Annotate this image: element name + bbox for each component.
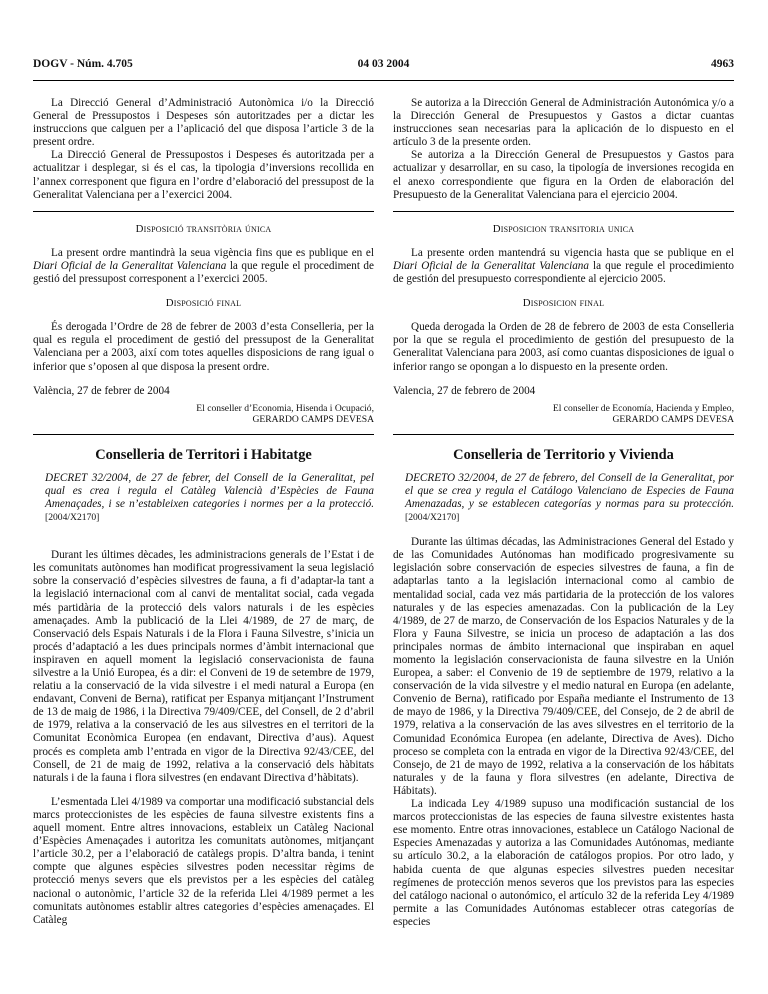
paragraph: És derogada l’Ordre de 28 de febrer de 2003 d’esta Conselleria, per la qual es regula el procediment de gestió del pressupost de la Generalitat Valenciana per a 2003, així com totes aquelles disposicions de rang igual o inferior que s’oposen al que disposa la present ordre.	[33, 321, 374, 373]
section-heading: Disposicion final	[522, 297, 605, 310]
paragraph: La presente orden mantendrá su vigencia hasta que se publique en el Diari Oficial de la Generalitat Valenciana la que regule el procedimiento de gestión del presupuesto correspondiente al ejercicio 2005.	[393, 246, 734, 286]
place-date: Valencia, 27 de febrero de 2004	[393, 384, 536, 397]
journal-number: DOGV - Núm. 4.705	[33, 58, 133, 70]
section-heading: Disposició transitòria única	[135, 222, 272, 235]
paragraph: Durante las últimas décadas, las Administraciones General del Estado y de las Comunidades Autónomas han modificado progresivamente su legislación sobre conservación de especies silvestres de fauna, a fin de adaptarlas tanto a la legislación internacional como al cambio de mentalidad social, cada vez más partidaria de la protección de los valores naturales y de las especies amenazadas. Con la publicación de la Ley 4/1989, de 27 de marzo, de Conservación de los Espacios Naturales y de la Flora y Fauna Silvestre, se inicia un proceso de adaptación a las dos principales normas de ámbito internacional que inspiraban en aquel momento la legislación conservacionista de fauna silvestre en la Unión Europea, a saber: el Convenio de 19 de septiembre de 1979, relativo a la conservación de la vida silvestre y el medio natural en Europa (en adelante, Convenio de Berna), ratificado por España mediante el Instrumento de 13 de mayo de 1986, y la Directiva 79/409/CEE, del Consejo, de 2 de abril de 1979, relativa a la conservación de las aves silvestres en el territorio de la Comunidad Económica Europea (en adelante, Directiva de Aves). Dicho proceso se completa con la entrada en vigor de la Directiva 92/43/CEE, del Consejo, de 21 de mayo de 1992, relativa a la conservación de los hábitats naturales y de la fauna y flora silvestres (en adelante, Directiva de Hábitats).	[393, 536, 734, 797]
paragraph: La indicada Ley 4/1989 supuso una modificación sustancial de los marcos proteccionistas de las especies de fauna silvestre existentes hasta ese momento. Entre otras innovaciones, establece un Catálogo Nacional de Especies Amenazadas y autoriza a las Comunidades Autónomas, mediante su artículo 30.2, a la elaboración de catálogos propios. Por otro lado, y habida cuenta de que algunas especies silvestres pueden necesitar regímenes de protección menos severos que los previstos para las especies del catálogo nacional o autonómico, el artículo 32 de la referida Ley 4/1989 permite a las Comunidades Autónomas establecer otras categorías de especies	[393, 798, 734, 928]
paragraph: Se autoriza a la Dirección General de Administración Autonómica y/o a la Dirección General de Presupuestos y Gastos a dictar cuantas instrucciones sean necesarias para la aplicación de lo dispuesto en el artículo 3 de la presente orden.	[393, 97, 734, 149]
page-number: 4963	[711, 58, 734, 70]
decree-title: DECRETO 32/2004, de 27 de febrero, del Consell de la Generalitat, por el que se crea y regula el Catálogo Valenciano de Especies de Fauna Amenazadas, y se establecen categorías y normas para su protección. [2004/X2170]	[405, 471, 734, 524]
paragraph: La Direcció General d’Administració Autonòmica i/o la Direcció General de Pressupostos i Despeses són autoritzades per a dictar les instruccions que calguen per a l’aplicació del que disposa l’article 3 de la present ordre.	[33, 97, 374, 149]
decree-title: DECRET 32/2004, de 27 de febrer, del Consell de la Generalitat, pel qual es crea i regula el Catàleg Valencià d’Espècies de Fauna Amenaçades, i se n’estableixen categories i normes per a la protecció. [2004/X2170]	[45, 471, 374, 524]
issue-date: 04 03 2004	[357, 58, 410, 70]
department-title: Conselleria de Territorio y Vivienda	[453, 446, 674, 463]
department-title: Conselleria de Territori i Habitatge	[95, 446, 312, 463]
paragraph: Queda derogada la Orden de 28 de febrero de 2003 de esta Conselleria por la que se regula el procedimiento de gestión del presupuesto de la Generalitat Valenciana para 2003, así como cuantas disposiciones de igual o inferior rango se opongan a lo dispuesto en la presente orden.	[393, 321, 734, 373]
header-rule	[33, 80, 734, 81]
paragraph: La Direcció General de Pressupostos i Despeses és autoritzada per a actualitzar i desplegar, si és el cas, la tipologia d’inversions recollida en l’annex corresponent que figura en l’ordre d’elaboració del pressupost de la Generalitat Valenciana per a l’exercici 2004.	[33, 149, 374, 201]
section-heading: Disposicion transitoria unica	[492, 222, 635, 235]
reference-code: [2004/X2170]	[405, 512, 460, 524]
paragraph: L’esmentada Llei 4/1989 va comportar una modificació substancial dels marcs proteccionistes de les espècies de fauna silvestre existents fins a aquell moment. Entre altres innovacions, estableix un Catàleg Nacional d’Espècies Amenaçades i autoritza les comunitats autònomes, mitjançant l’article 30.2, per a l’elaboració de catàlegs propis. D’altra banda, i tenint compte que algunes espècies silvestres poden necessitar règims de protecció menys severs que els previstos per a les espècies del catàleg nacional o autonòmic, l’article 32 de la referida Llei 4/1989 permet a les comunitats autònomes establir altres categories d’espècies amenaçades. El Catàleg	[33, 795, 374, 926]
reference-code: [2004/X2170]	[45, 512, 100, 524]
column-spanish	[393, 97, 734, 929]
place-date: València, 27 de febrer de 2004	[33, 384, 170, 397]
paragraph: La present ordre mantindrà la seua vigència fins que es publique en el Diari Oficial de la Generalitat Valenciana la que regule el procediment de gestió del pressupost corresponent a l’exercici 2005.	[33, 246, 374, 286]
page-header	[33, 58, 734, 76]
paragraph: Se autoriza a la Dirección General de Presupuestos y Gastos para actualizar y desarrollar, en su caso, la tipología de inversiones recogida en el anexo correspondiente que figura en la Orden de elaboración del Presupuesto de la Generalitat Valenciana para el ejercicio 2004.	[393, 149, 734, 201]
signatory-name: GERARDO CAMPS DEVESA	[612, 414, 734, 426]
section-heading: Disposició final	[165, 297, 242, 310]
signatory-name: GERARDO CAMPS DEVESA	[252, 414, 374, 426]
column-valencian	[33, 97, 374, 927]
signatory-title: El conseller de Economía, Hacienda y Empleo,	[552, 402, 734, 414]
paragraph: Durant les últimes dècades, les administracions generals de l’Estat i de les comunitats autònomes han modificat progressivament la seua legislació sobre la conservació d’espècies silvestres de fauna, a fi d’adaptar-la tant a la legislació internacional com al canvi de mentalitat social, cada vegada més partidària de la protecció dels valors naturals i de les espècies amenaçades. Amb la publicació de la Llei 4/1989, de 27 de març, de Conservació dels Espais Naturals i de la Flora i Fauna Silvestre, s’inicia un procés d’adaptació a les dues principals normes d’àmbit internacional que inspiraven en aquell moment la legislació conservacionista de fauna silvestre a la Unió Europea, és a dir: el Conveni de 19 de setembre de 1979, relatiu a la conservació de la vida silvestre i el medi natural a Europa (en endavant, Conveni de Berna), ratificat per Espanya mitjançant l’Instrument de 13 de maig de 1986, i la Directiva 79/409/CEE, del Consell, de 2 d’abril de 1979, relativa a la conservació de les aus silvestres en el territori de la Comunitat Econòmica Europea (en endavant, Directiva d’aus). Aquest procés es completa amb l’entrada en vigor de la Directiva 92/43/CEE, del Consell, de 21 de maig de 1992, relativa a la conservació dels hàbitats naturals i de la fauna i flora silvestres (en endavant Directiva d’hàbitats).	[33, 549, 374, 784]
signatory-title: El conseller d’Economia, Hisenda i Ocupació,	[196, 402, 374, 414]
